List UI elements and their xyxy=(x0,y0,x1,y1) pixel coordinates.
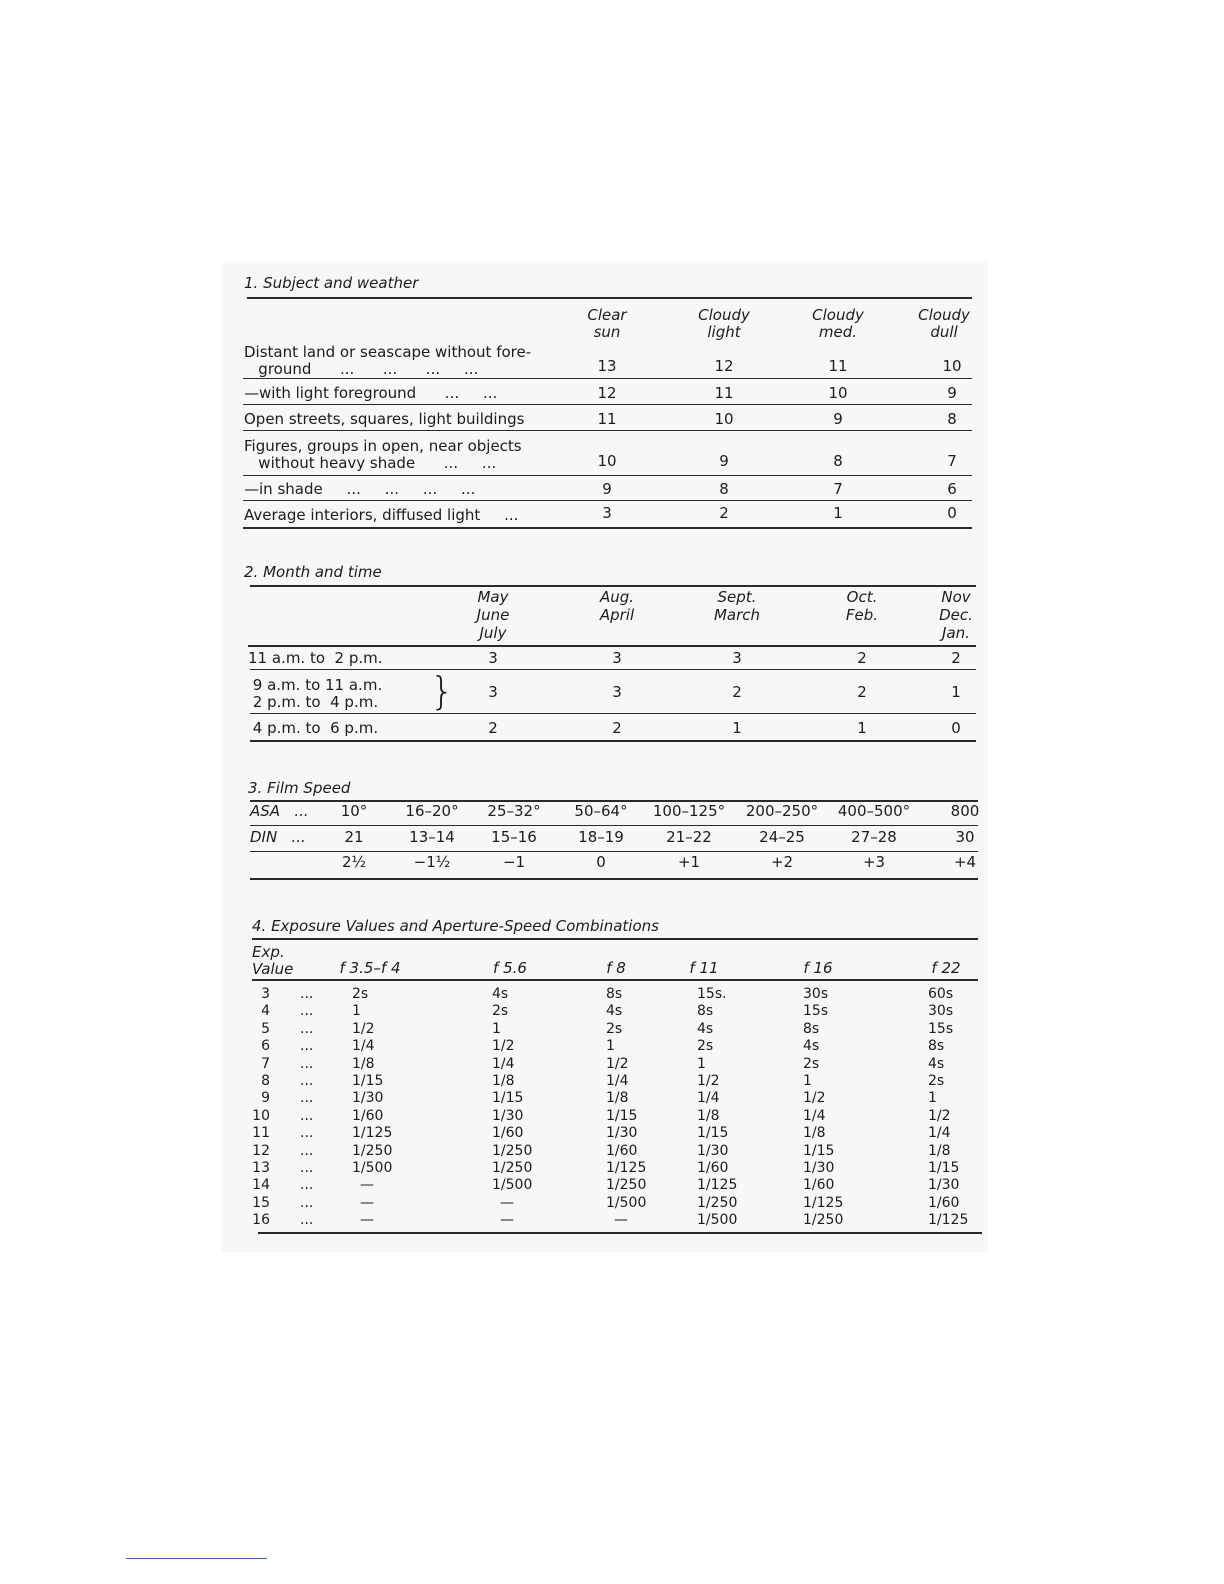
table-cell: 1/15 xyxy=(803,1142,835,1159)
table-cell: 1/250 xyxy=(606,1177,647,1194)
column-header: Dec. xyxy=(939,606,973,624)
table-cell: 1 xyxy=(833,504,843,522)
table-cell: 3 xyxy=(488,683,498,701)
table-bottom-rule xyxy=(258,1232,982,1234)
table-cell: 3 xyxy=(488,649,498,667)
table-cell: 21 xyxy=(344,828,364,846)
table-cell: 10 xyxy=(597,452,617,470)
table-cell: 1/2 xyxy=(606,1055,629,1072)
table-cell: 30 xyxy=(955,828,975,846)
table-cell: 0 xyxy=(951,719,961,737)
exp-value: 16 xyxy=(252,1212,270,1229)
table-cell: 0 xyxy=(596,853,606,871)
table-cell: 1/30 xyxy=(606,1125,638,1142)
column-header: dull xyxy=(930,323,958,341)
row-label: Open streets, squares, light buildings xyxy=(244,410,525,428)
table-cell: 1/125 xyxy=(606,1160,647,1176)
table-cell: 1/8 xyxy=(492,1073,515,1089)
leader-dots: ... xyxy=(300,1125,314,1142)
row-label: —with light foreground ... ... xyxy=(244,384,498,402)
section-rule xyxy=(247,297,972,299)
section-rule xyxy=(252,938,978,940)
row-label: —in shade ... ... ... ... xyxy=(244,480,476,498)
table-cell: 1/125 xyxy=(928,1212,969,1229)
table-cell: 1/8 xyxy=(606,1090,629,1107)
exp-value: 12 xyxy=(252,1142,270,1159)
table-cell: 3 xyxy=(612,683,622,701)
table-cell: 1/2 xyxy=(352,1020,375,1037)
table-cell: 1/60 xyxy=(803,1177,835,1194)
table-cell: 8 xyxy=(833,452,843,470)
table-cell: 30s xyxy=(928,1003,954,1020)
column-header: light xyxy=(707,323,741,341)
table-cell: 1/15 xyxy=(928,1160,960,1176)
exp-value: 7 xyxy=(261,1055,270,1072)
section-title: 4. Exposure Values and Aperture-Speed Combinations xyxy=(252,917,659,935)
table-cell: 1/4 xyxy=(492,1055,515,1072)
table-cell: 2 xyxy=(719,504,729,522)
table-cell: 1/30 xyxy=(803,1160,835,1176)
column-header: Oct. xyxy=(846,588,878,606)
table-cell: — xyxy=(360,1194,374,1211)
table-cell: −1½ xyxy=(413,853,451,871)
table-cell: — xyxy=(614,1212,628,1229)
table-cell: 1/15 xyxy=(697,1125,729,1142)
table-cell: 1 xyxy=(951,683,961,701)
exp-value: 3 xyxy=(261,986,270,1002)
leader-dots: ... xyxy=(300,1073,314,1089)
column-header: May xyxy=(477,588,509,606)
table-cell: +2 xyxy=(770,853,794,871)
table-cell: 100–125° xyxy=(652,802,726,820)
table-cell: 2 xyxy=(857,683,867,701)
column-header: Feb. xyxy=(845,606,879,624)
table-cell: 2s xyxy=(352,986,369,1002)
table-cell: 24–25 xyxy=(759,828,805,846)
table-cell: 13–14 xyxy=(409,828,455,846)
leader-dots: ... xyxy=(300,1020,314,1037)
table-cell: 1/250 xyxy=(492,1142,533,1159)
row-label: Figures, groups in open, near objects xyxy=(244,437,522,455)
leader-dots: ... xyxy=(300,1142,314,1159)
table-cell: 25–32° xyxy=(487,802,541,820)
section-rule xyxy=(250,585,976,587)
row-rule xyxy=(243,378,972,379)
table-cell: 1/30 xyxy=(492,1107,524,1124)
exp-value: 13 xyxy=(252,1160,270,1176)
row-rule xyxy=(250,740,976,742)
leader-dots: ... xyxy=(300,1090,314,1107)
table-cell: 2 xyxy=(732,683,742,701)
table-cell: 11 xyxy=(714,384,734,402)
exp-value: 8 xyxy=(261,1073,270,1089)
table-cell: 4s xyxy=(928,1055,945,1072)
table-cell: 13 xyxy=(597,357,617,375)
row-rule xyxy=(250,713,976,714)
section-title: 2. Month and time xyxy=(244,563,382,581)
leader-dots: ... xyxy=(300,1003,314,1020)
table-cell: 1/60 xyxy=(697,1160,729,1176)
row-rule xyxy=(250,669,976,670)
leader-dots: ... xyxy=(300,1055,314,1072)
table-cell: 50–64° xyxy=(574,802,628,820)
exp-value: 15 xyxy=(252,1194,270,1211)
table-cell: 6 xyxy=(947,480,957,498)
table-cell: 11 xyxy=(597,410,617,428)
table-cell: 400–500° xyxy=(837,802,911,820)
table-cell: 15s xyxy=(928,1020,954,1037)
table-cell: 2s xyxy=(928,1073,945,1089)
table-cell: +3 xyxy=(862,853,886,871)
row-rule xyxy=(243,430,972,431)
table-cell: 1/60 xyxy=(928,1194,960,1211)
table-cell: 1 xyxy=(803,1073,812,1089)
table-cell: 1/250 xyxy=(697,1194,738,1211)
table-cell: 8 xyxy=(947,410,957,428)
table-cell: 1/8 xyxy=(928,1142,951,1159)
table-cell: 1/60 xyxy=(352,1107,384,1124)
table-cell: 15s xyxy=(803,1003,829,1020)
exp-value: 4 xyxy=(261,1003,270,1020)
leader-dots: ... xyxy=(300,1194,314,1211)
row-rule xyxy=(250,851,978,852)
table-cell: 8s xyxy=(606,986,623,1002)
table-cell: 1/500 xyxy=(352,1160,393,1176)
row-rule xyxy=(243,500,972,501)
table-cell: 9 xyxy=(947,384,957,402)
column-header: Nov xyxy=(941,588,971,606)
table-cell: 1/250 xyxy=(492,1160,533,1176)
column-header: Aug. xyxy=(599,588,635,606)
row-label: 4 p.m. to 6 p.m. xyxy=(248,719,379,737)
table-cell: −1 xyxy=(502,853,526,871)
table-cell: 2 xyxy=(612,719,622,737)
table-cell: 1/4 xyxy=(606,1073,629,1089)
table-cell: 9 xyxy=(833,410,843,428)
table-cell: 12 xyxy=(597,384,617,402)
table-cell: 1/500 xyxy=(606,1194,647,1211)
table-cell: 1 xyxy=(492,1020,501,1037)
column-header: Sept. xyxy=(717,588,757,606)
row-label: Distant land or seascape without fore- xyxy=(244,343,532,361)
table-cell: 7 xyxy=(833,480,843,498)
table-cell: 1/2 xyxy=(697,1073,720,1089)
table-cell: 8s xyxy=(697,1003,714,1020)
table-cell: 2s xyxy=(697,1038,714,1055)
column-header: sun xyxy=(593,323,621,341)
exp-value: 10 xyxy=(252,1107,270,1124)
table-cell: 1/8 xyxy=(697,1107,720,1124)
table-cell: 27–28 xyxy=(851,828,897,846)
table-cell: 2 xyxy=(857,649,867,667)
exp-value: 11 xyxy=(252,1125,270,1142)
table-cell: 1 xyxy=(732,719,742,737)
column-header: Cloudy xyxy=(812,306,864,324)
table-cell: 1/125 xyxy=(352,1125,393,1142)
row-label: ground ... ... ... ... xyxy=(244,360,479,378)
table-cell: 1/125 xyxy=(803,1194,844,1211)
table-cell: 1 xyxy=(697,1055,706,1072)
table-cell: 7 xyxy=(947,452,957,470)
row-label: ASA ... xyxy=(250,802,309,820)
table-cell: 8s xyxy=(803,1020,820,1037)
column-header: July xyxy=(479,624,507,642)
table-cell: 15s. xyxy=(697,986,727,1002)
table-cell: 1/4 xyxy=(352,1038,375,1055)
table-cell: 1/250 xyxy=(803,1212,844,1229)
table-cell: 2s xyxy=(606,1020,623,1037)
column-header: March xyxy=(713,606,761,624)
leader-dots: ... xyxy=(300,986,314,1002)
table-cell: 1/60 xyxy=(492,1125,524,1142)
table-cell: +1 xyxy=(677,853,701,871)
table-cell: 2 xyxy=(951,649,961,667)
table-cell: 18–19 xyxy=(578,828,624,846)
table-cell: 2s xyxy=(492,1003,509,1020)
table-cell: 1 xyxy=(857,719,867,737)
column-header: Clear xyxy=(587,306,627,324)
table-cell: 1/15 xyxy=(352,1073,384,1089)
table-cell: 4s xyxy=(803,1038,820,1055)
table-cell: 1/4 xyxy=(803,1107,826,1124)
column-header: f 22 xyxy=(931,959,961,977)
exp-value: 14 xyxy=(252,1177,270,1194)
table-cell: 4s xyxy=(492,986,509,1002)
column-header: April xyxy=(599,606,635,624)
table-cell: 3 xyxy=(732,649,742,667)
table-cell: 1/8 xyxy=(803,1125,826,1142)
column-header: Cloudy xyxy=(918,306,970,324)
row-label: 11 a.m. to 2 p.m. xyxy=(248,649,383,667)
row-label: 2 p.m. to 4 p.m. xyxy=(248,693,379,711)
table-cell: 2½ xyxy=(341,853,367,871)
table-cell: 1/4 xyxy=(697,1090,720,1107)
table-cell: — xyxy=(500,1212,514,1229)
table-cell: 1/4 xyxy=(928,1125,951,1142)
table-cell: 1/30 xyxy=(352,1090,384,1107)
leader-dots: ... xyxy=(300,1160,314,1176)
exp-value: 6 xyxy=(261,1038,270,1055)
header-rule xyxy=(252,979,978,981)
table-cell: 1 xyxy=(606,1038,615,1055)
table-cell: 15–16 xyxy=(491,828,537,846)
table-cell: 1 xyxy=(928,1090,937,1107)
table-cell: — xyxy=(500,1194,514,1211)
column-header: Exp. xyxy=(252,943,285,961)
table-cell: 8 xyxy=(719,480,729,498)
column-header: f 3.5–f 4 xyxy=(339,959,401,977)
row-rule xyxy=(243,527,972,529)
time-brace: } xyxy=(430,669,455,713)
table-cell: 1/30 xyxy=(697,1142,729,1159)
exp-value: 5 xyxy=(261,1020,270,1037)
row-label: without heavy shade ... ... xyxy=(244,454,497,472)
row-rule xyxy=(250,825,978,826)
column-header: June xyxy=(476,606,510,624)
table-cell: 3 xyxy=(602,504,612,522)
column-header: f 8 xyxy=(606,959,626,977)
section-title: 1. Subject and weather xyxy=(244,274,419,292)
column-header: Value xyxy=(252,960,294,978)
table-cell: 1/30 xyxy=(928,1177,960,1194)
table-cell: 1/15 xyxy=(492,1090,524,1107)
table-cell: 1/15 xyxy=(606,1107,638,1124)
column-header: f 11 xyxy=(689,959,719,977)
table-cell: 4s xyxy=(697,1020,714,1037)
table-cell: 1/2 xyxy=(803,1090,826,1107)
row-rule xyxy=(250,878,978,880)
leader-dots: ... xyxy=(300,1212,314,1229)
table-cell: 12 xyxy=(714,357,734,375)
table-cell: 16–20° xyxy=(405,802,459,820)
leader-dots: ... xyxy=(300,1177,314,1194)
table-cell: 1/500 xyxy=(697,1212,738,1229)
exp-value: 9 xyxy=(261,1090,270,1107)
table-cell: 1/60 xyxy=(606,1142,638,1159)
header-rule xyxy=(248,645,976,647)
table-cell: 10 xyxy=(828,384,848,402)
section-title: 3. Film Speed xyxy=(248,779,351,797)
table-cell: 11 xyxy=(828,357,848,375)
table-cell: +4 xyxy=(953,853,977,871)
table-cell: 2s xyxy=(803,1055,820,1072)
table-cell: 1/250 xyxy=(352,1142,393,1159)
leader-dots: ... xyxy=(300,1107,314,1124)
table-cell: 1/125 xyxy=(697,1177,738,1194)
table-cell: 3 xyxy=(612,649,622,667)
row-rule xyxy=(243,475,972,476)
table-cell: 1/8 xyxy=(352,1055,375,1072)
table-cell: 9 xyxy=(719,452,729,470)
table-cell: 1/2 xyxy=(492,1038,515,1055)
table-cell: 800 xyxy=(950,802,980,820)
table-cell: 10 xyxy=(942,357,962,375)
table-cell: 10 xyxy=(714,410,734,428)
table-cell: 60s xyxy=(928,986,954,1002)
table-cell: 4s xyxy=(606,1003,623,1020)
table-cell: 8s xyxy=(928,1038,945,1055)
table-cell: 9 xyxy=(602,480,612,498)
table-cell: 1/2 xyxy=(928,1107,951,1124)
row-label: DIN ... xyxy=(250,828,306,846)
table-cell: 1/500 xyxy=(492,1177,533,1194)
column-header: f 5.6 xyxy=(493,959,527,977)
column-header: Cloudy xyxy=(698,306,750,324)
table-cell: 21–22 xyxy=(666,828,712,846)
table-cell: 200–250° xyxy=(745,802,819,820)
table-cell: — xyxy=(360,1177,374,1194)
table-cell: 30s xyxy=(803,986,829,1002)
table-cell: 1 xyxy=(352,1003,361,1020)
row-rule xyxy=(243,404,972,405)
column-header: f 16 xyxy=(803,959,833,977)
row-label: 9 a.m. to 11 a.m. xyxy=(248,676,383,694)
footnote-rule xyxy=(126,1558,267,1559)
column-header: Jan. xyxy=(942,624,970,642)
row-label: Average interiors, diffused light ... xyxy=(244,506,519,524)
table-cell: 0 xyxy=(947,504,957,522)
column-header: med. xyxy=(818,323,858,341)
table-cell: — xyxy=(360,1212,374,1229)
table-cell: 2 xyxy=(488,719,498,737)
leader-dots: ... xyxy=(300,1038,314,1055)
table-cell: 10° xyxy=(340,802,368,820)
